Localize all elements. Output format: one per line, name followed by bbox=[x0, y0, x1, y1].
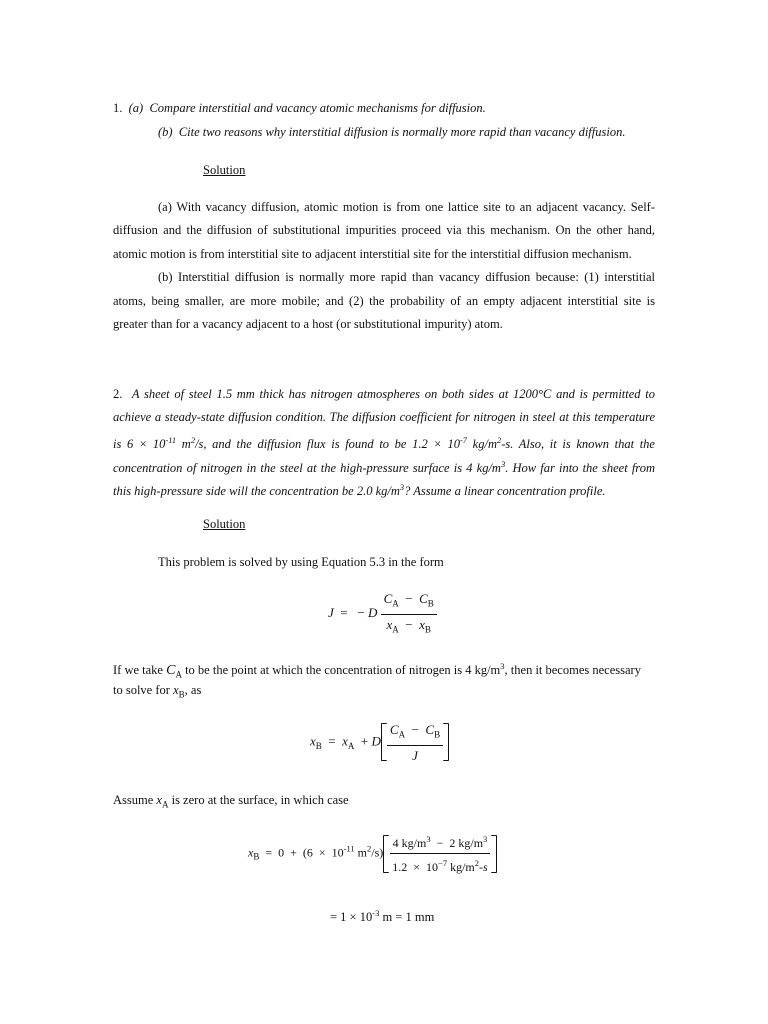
problem1-answer-a-line3: atomic motion is from interstitial site to adjacent interstitial site for the interstitial diffusion mechanism. bbox=[113, 247, 632, 261]
problem1-part-b-text: Cite two reasons why interstitial diffusion is normally more rapid than vacancy diffusion. bbox=[178, 125, 626, 139]
problem1-question-a bbox=[113, 100, 486, 116]
result-sup: -3 bbox=[372, 908, 380, 918]
para1-part-a: If we take bbox=[113, 663, 167, 678]
q3-sup1: -11 bbox=[165, 435, 177, 445]
q3-part-d: kg/m bbox=[467, 437, 497, 452]
q3-sup2: 2 bbox=[190, 435, 196, 445]
para2-part-b: , as bbox=[184, 683, 202, 697]
q3-part-e: -s. Also, it is known that the bbox=[501, 437, 655, 452]
problem2-question-line3 bbox=[113, 432, 655, 452]
q5-part-a: this high-pressure side will the concentration be 2.0 kg/m bbox=[113, 484, 400, 499]
problem1-question-b bbox=[158, 124, 625, 140]
para1-part-c: , then it becomes necessary bbox=[504, 663, 641, 678]
problem1-solution-heading: Solution bbox=[203, 163, 246, 177]
problem2-solution-heading: Solution bbox=[203, 517, 246, 531]
problem2-question-line1-text: A sheet of steel 1.5 mm thick has nitrogen atmospheres on both sides at 1200°C and is permitted to bbox=[131, 387, 655, 401]
problem2-paragraph-line1: If we take $C_A$ to be the point at which the concentration of nitrogen is 4 $kg/m^3$, then it becomes necessary bbox=[113, 661, 641, 680]
problem1-number: 1. bbox=[113, 101, 123, 115]
problem1-part-b-label: (b) bbox=[158, 125, 173, 139]
problem2-question-line2: achieve a steady-state diffusion condition. The diffusion coefficient for nitrogen in steel at this temperature bbox=[113, 410, 655, 424]
para1-part-b: to be the point at which the concentration of nitrogen is 4 kg/m bbox=[181, 663, 501, 678]
equation-fick-first-law: J = − D $\frac{C_A - C_B}{x_A - x_B}$ bbox=[328, 591, 437, 637]
equation-numeric-substitution: $x_B = 0 + (6 \times 10^{-11}$ $m^2/s$) $\frac{4 kg/m^3 - 2 kg/m^3}{1.2 \times 10^{-7} kg/m^2-s}$ bbox=[248, 832, 497, 875]
problem1-answer-b-line2: atoms, being smaller, are more mobile; and (2) the probability of an empty adjacent interstitial site is bbox=[113, 294, 655, 308]
problem2-question-line5 bbox=[113, 479, 606, 499]
problem1-part-a-text: Compare interstitial and vacancy atomic mechanisms for diffusion. bbox=[149, 101, 486, 115]
problem2-question-line4 bbox=[113, 456, 655, 476]
para2-part-a: to solve for bbox=[113, 683, 174, 697]
q3-part-c: /s, and the diffusion flux is found to be 1.2 × 10 bbox=[195, 437, 460, 452]
result-part-a: = 1 × 10 bbox=[330, 910, 373, 925]
problem2-paragraph-line2: to solve for $x_B$, as bbox=[113, 683, 202, 700]
problem2-intro: This problem is solved by using Equation 5.3 in the form bbox=[158, 555, 444, 569]
assume-part-a: Assume bbox=[113, 793, 157, 807]
problem2-result bbox=[330, 905, 434, 925]
q4-part-b: . How far into the sheet from bbox=[505, 461, 655, 476]
q4-part-a: concentration of nitrogen in the steel at the high-pressure surface is 4 kg/m bbox=[113, 461, 501, 476]
problem1-answer-a-line1: (a) With vacancy diffusion, atomic motion is from one lattice site to an adjacent vacancy. Self- bbox=[158, 200, 655, 214]
q3-part-a: is 6 × 10 bbox=[113, 437, 166, 452]
problem1-answer-b-line3: greater than for a vacancy adjacent to a host (or substitutional impurity) atom. bbox=[113, 317, 503, 331]
para1-sup: 3 bbox=[500, 661, 505, 671]
q3-sup3: -7 bbox=[459, 435, 468, 445]
problem2-question-line1 bbox=[113, 386, 655, 402]
problem1-answer-a-line2: diffusion and the diffusion of substitutional impurities proceed via this mechanism. On the other hand, bbox=[113, 223, 655, 237]
q5-sup: 3 bbox=[399, 482, 405, 492]
q4-sup: 3 bbox=[500, 459, 506, 469]
assume-part-b: is zero at the surface, in which case bbox=[168, 793, 349, 807]
problem2-assume-line: Assume $x_A$ is zero at the surface, in which case bbox=[113, 793, 349, 810]
q5-part-b: ? Assume a linear concentration profile. bbox=[404, 484, 606, 499]
result-part-b: m = 1 mm bbox=[379, 910, 435, 925]
problem2-number: 2. bbox=[113, 387, 123, 401]
equation-solve-xb: $x_B = x_A + D$ $\frac{C_A - C_B}{J}$ bbox=[310, 722, 449, 763]
q3-part-b: m bbox=[176, 437, 191, 452]
q3-sup4: 2 bbox=[496, 435, 502, 445]
problem1-part-a-label: (a) bbox=[128, 101, 144, 115]
problem1-answer-b-line1: (b) Interstitial diffusion is normally more rapid than vacancy diffusion because: (1) interstitial bbox=[158, 270, 655, 284]
